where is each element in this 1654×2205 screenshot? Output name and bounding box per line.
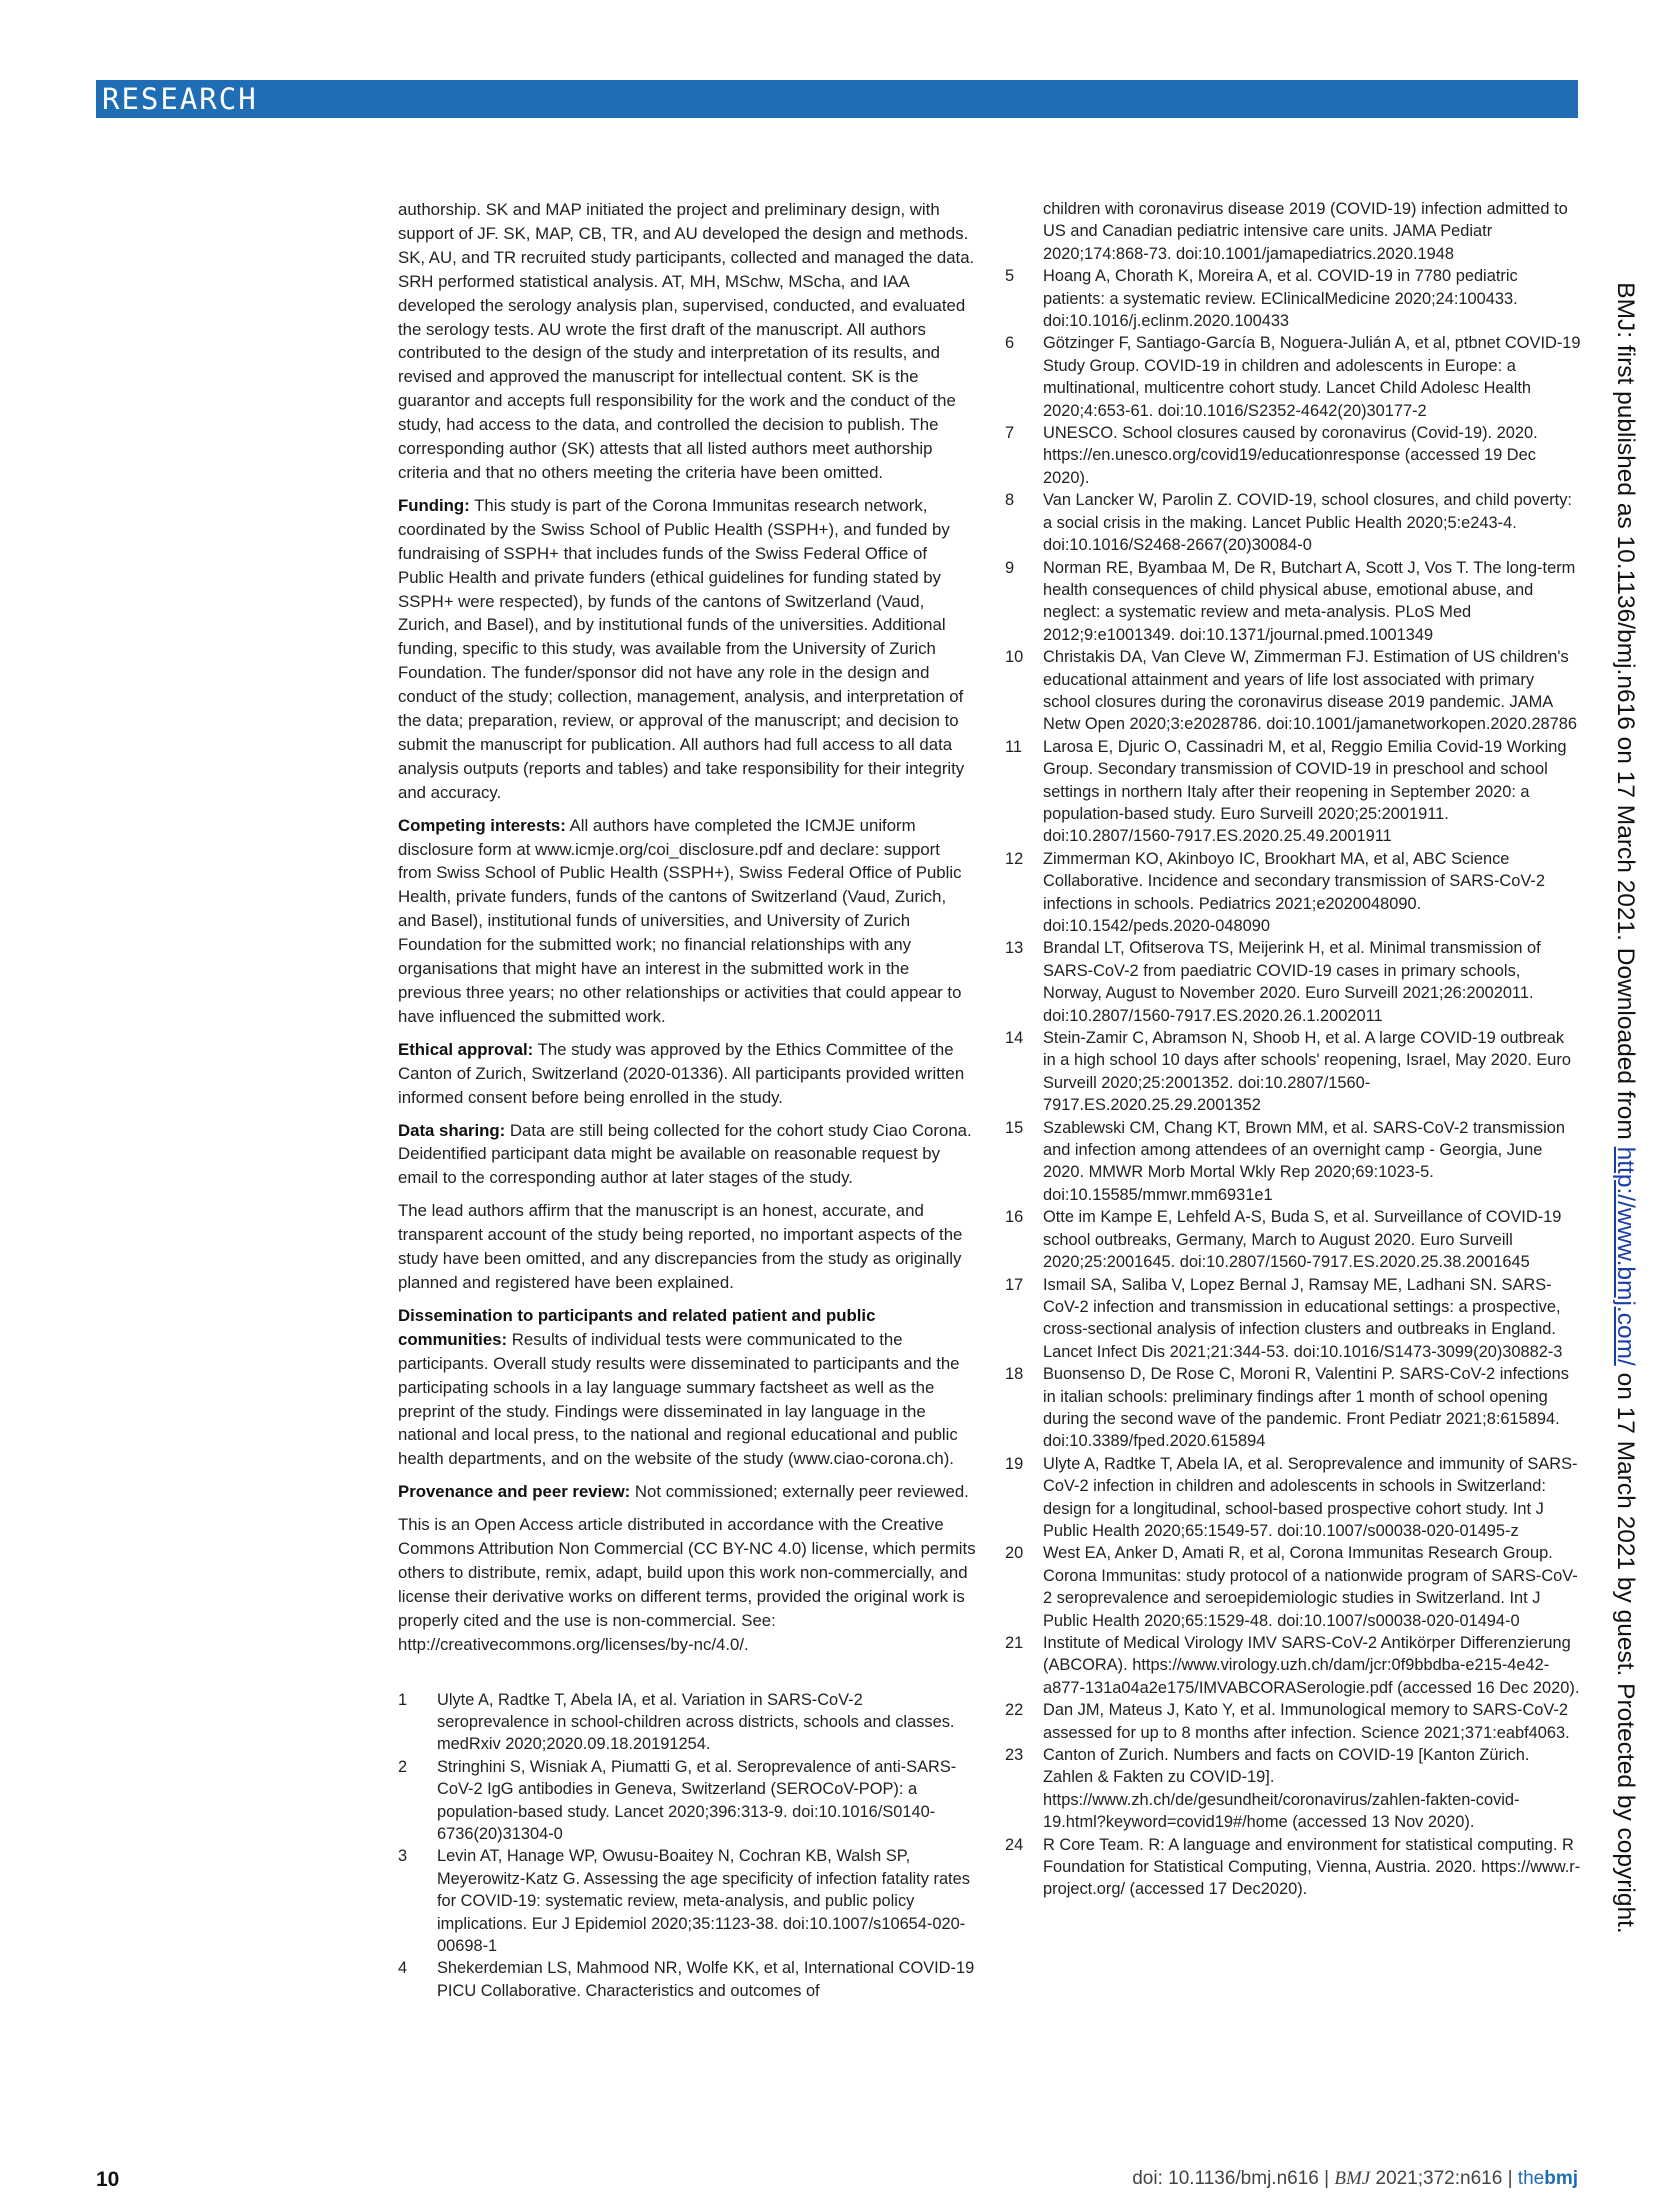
footer-citation (1132, 2168, 1578, 2190)
ethical-approval-paragraph (398, 1038, 976, 1110)
reference-text: Canton of Zurich. Numbers and facts on COVID-19 [Kanton Zürich. Zahlen & Fakten zu COVID-19]. https://www.zh.ch/de/gesundheit/coronavirus/zahlen-fakten-covid-19.html?keyword=covid19#/home (accessed 13 Nov 2020). (1043, 1746, 1530, 1832)
section-label: RESEARCH (102, 82, 258, 116)
footer-journal: BMJ (1334, 2168, 1371, 2189)
reference-number: 23 (1005, 1746, 1024, 1765)
side-notice-text: BMJ: first published as 10.1136/bmj.n616 on 17 March 2021. Downloaded from (1612, 282, 1639, 1147)
reference-number: 13 (1005, 939, 1024, 958)
reference-number: 14 (1005, 1029, 1024, 1048)
ethical-approval-heading: Ethical approval: (398, 1039, 534, 1059)
reference-number: 10 (1005, 648, 1024, 667)
reference-item (1005, 646, 1581, 736)
reference-item (1005, 1274, 1581, 1364)
reference-item (1005, 265, 1581, 332)
reference-number: 8 (1005, 491, 1015, 510)
brand-name: bmj (1544, 2168, 1578, 2189)
reference-item (1005, 332, 1581, 422)
side-notice-text-end: on 17 March 2021 by guest. Protected by copyright. (1612, 1365, 1639, 1934)
page-number: 10 (96, 2168, 120, 2191)
contributors-paragraph: authorship. SK and MAP initiated the project and preliminary design, with support of JF. SK, MAP, CB, TR, and AU developed the design and methods. SK, AU, and TR recruited study participants, collected and managed the data. SRH performed statistical analysis. AT, MH, MSchw, MScha, and IAA developed the serology analysis plan, supervised, conducted, and evaluated the serology tests. AU wrote the first draft of the manuscript. All authors contributed to the design of the study and interpretation of its results, and revised and approved the manuscript for intellectual content. SK is the guarantor and accepts full responsibility for the work and the conduct of the study, had access to the data, and controlled the decision to publish. The corresponding author (SK) attests that all listed authors meet authorship criteria and that no others meeting the criteria have been omitted. (398, 200, 975, 482)
reference-text: Stein-Zamir C, Abramson N, Shoob H, et al. A large COVID-19 outbreak in a high school 10 days after schools' reopening, Israel, May 2020. Euro Surveill 2020;25:2001352. doi:10.2807/1560-7917.ES.2020.25.29.2001352 (1043, 1029, 1571, 1115)
reference-text: Dan JM, Mateus J, Kato Y, et al. Immunological memory to SARS-CoV-2 assessed for up to 8 months after infection. Science 2021;371:eabf4063. (1043, 1701, 1570, 1742)
funding-text: This study is part of the Corona Immunitas research network, coordinated by the Swiss School of Public Health (SSPH+), and funded by fundraising of SSPH+ that includes funds of the Swiss Federal Office of Public Health and private funders (ethical guidelines for funding stated by SSPH+ were respected), by funds of the cantons of Switzerland (Vaud, Zurich, and Basel), and by institutional funds of the universities. Additional funding, specific to this study, was available from the University of Zurich Foundation. The funder/sponsor did not have any role in the design and conduct of the study; collection, management, analysis, and interpretation of the data; preparation, review, or approval of the manuscript; and decision to submit the manuscript for publication. All authors had full access to all data analysis outputs (reports and tables) and take responsibility for their integrity and accuracy. (398, 495, 965, 802)
reference-text: Götzinger F, Santiago-García B, Noguera-Julián A, et al, ptbnet COVID-19 Study Group. COVID-19 in children and adolescents in Europe: a multinational, multicentre cohort study. Lancet Child Adolesc Health 2020;4:653-61. doi:10.1016/S2352-4642(20)30177-2 (1043, 334, 1581, 420)
competing-interests-text: All authors have completed the ICMJE uniform disclosure form at www.icmje.org/coi_disclosure.pdf and declare: support from Swiss School of Public Health (SSPH+), Swiss Federal Office of Public Health, private funders, funds of the cantons of Switzerland (Vaud, Zurich, and Basel), institutional funds of universities, and University of Zurich Foundation for the submitted work; no financial relationships with any organisations that might have an interest in the submitted work in the previous three years; no other relationships or activities that could appear to have influenced the submitted work. (398, 815, 962, 1026)
reference-number: 2 (398, 1757, 408, 1776)
left-column (398, 198, 976, 2002)
reference-number: 11 (1005, 737, 1023, 756)
reference-text: Hoang A, Chorath K, Moreira A, et al. COVID-19 in 7780 pediatric patients: a systematic review. EClinicalMedicine 2020;24:100433. doi:10.1016/j.eclinm.2020.100433 (1043, 267, 1518, 331)
data-sharing-heading: Data sharing: (398, 1120, 506, 1140)
competing-interests-paragraph (398, 814, 976, 1029)
reference-item (1005, 422, 1581, 489)
reference-text: Christakis DA, Van Cleve W, Zimmerman FJ. Estimation of US children's educational attainment and years of life lost associated with primary school closures during the coronavirus disease 2019 pandemic. JAMA Netw Open 2020;3:e2028786. doi:10.1001/jamanetworkopen.2020.28786 (1043, 648, 1578, 734)
provenance-text: Not commissioned; externally peer reviewed. (630, 1482, 969, 1502)
data-sharing-text: Data are still being collected for the cohort study Ciao Corona. Deidentified participant data might be available on reasonable request by email to the corresponding author at later stages of the study. (398, 1120, 972, 1188)
reference-item (1005, 1117, 1581, 1207)
reference-item (1005, 489, 1581, 556)
provenance-heading: Provenance and peer review: (398, 1482, 631, 1502)
reference-number: 12 (1005, 849, 1024, 868)
reference-item (398, 1957, 976, 2002)
reference-number: 3 (398, 1847, 408, 1866)
reference-number: 4 (398, 1959, 408, 1978)
reference-item (1005, 1206, 1581, 1273)
open-access-paragraph: This is an Open Access article distributed in accordance with the Creative Commons Attribution Non Commercial (CC BY-NC 4.0) license, which permits others to distribute, remix, adapt, build upon this work non-commercially, and license their derivative works on different terms, provided the original work is properly cited and the use is non-commercial. See: http://creativecommons.org/licenses/by-nc/4.0/. (398, 1515, 976, 1654)
reference-text: Norman RE, Byambaa M, De R, Butchart A, Scott J, Vos T. The long-term health consequences of child physical abuse, emotional abuse, and neglect: a systematic review and meta-analysis. PLoS Med 2012;9:e1001349. doi:10.1371/journal.pmed.1001349 (1043, 558, 1576, 644)
reference-number: 19 (1005, 1454, 1024, 1473)
reference-item (1005, 1453, 1581, 1543)
dissemination-paragraph (398, 1304, 976, 1471)
reference-number: 6 (1005, 334, 1015, 353)
reference-number: 7 (1005, 424, 1015, 443)
reference-item (1005, 1632, 1581, 1699)
reference-item (398, 1845, 976, 1957)
footer-volume: 2021;372:n616 | (1370, 2168, 1518, 2189)
right-column-references (1005, 198, 1581, 1901)
reference-number: 9 (1005, 558, 1015, 577)
reference-item (1005, 1744, 1581, 1834)
reference-text: Stringhini S, Wisniak A, Piumatti G, et al. Seroprevalence of anti-SARS-CoV-2 IgG antibodies in Geneva, Switzerland (SEROCoV-POP): a population-based study. Lancet 2020;396:313-9. doi:10.1016/S0140-6736(20)31304-0 (437, 1757, 957, 1843)
reference-list-left (398, 1689, 976, 2003)
reference-number: 24 (1005, 1835, 1024, 1854)
reference-number: 18 (1005, 1365, 1024, 1384)
reference-text: Zimmerman KO, Akinboyo IC, Brookhart MA, et al, ABC Science Collaborative. Incidence and secondary transmission of SARS-CoV-2 infections in schools. Pediatrics 2021;e2020048090. doi:10.1542/peds.2020-048090 (1043, 849, 1545, 935)
reference-text: Ismail SA, Saliba V, Lopez Bernal J, Ramsay ME, Ladhani SN. SARS-CoV-2 infection and transmission in educational settings: a prospective, cross-sectional analysis of infection clusters and outbreaks in England. Lancet Infect Dis 2021;21:344-53. doi:10.1016/S1473-3099(20)30882-3 (1043, 1275, 1563, 1361)
reference-text: Larosa E, Djuric O, Cassinadri M, et al, Reggio Emilia Covid-19 Working Group. Secondary transmission of COVID-19 in preschool and school settings in northern Italy after their reopening in September 2020: a population-based study. Euro Surveill 2020;25:2001911. doi:10.2807/1560-7917.ES.2020.25.49.2001911 (1043, 737, 1567, 846)
reference-item-continued (1005, 198, 1581, 265)
reference-text: West EA, Anker D, Amati R, et al, Corona Immunitas Research Group. Corona Immunitas: study protocol of a nationwide program of SARS-CoV-2 seroprevalence and seroepidemiologic studies in Switzerland. Int J Public Health 2020;65:1529-48. doi:10.1007/s00038-020-01494-0 (1043, 1544, 1578, 1630)
competing-interests-heading: Competing interests: (398, 815, 566, 835)
reference-text: Brandal LT, Ofitserova TS, Meijerink H, et al. Minimal transmission of SARS-CoV-2 from paediatric COVID-19 cases in primary schools, Norway, August to November 2020. Euro Surveill 2021;26:2002011. doi:10.2807/1560-7917.ES.2020.26.1.2002011 (1043, 939, 1541, 1025)
reference-text: children with coronavirus disease 2019 (COVID-19) infection admitted to US and Canadian pediatric intensive care units. JAMA Pediatr 2020;174:868-73. doi:10.1001/jamapediatrics.2020.1948 (1043, 200, 1568, 263)
footer-doi: doi: 10.1136/bmj.n616 | (1132, 2168, 1335, 2189)
reference-number: 22 (1005, 1701, 1024, 1720)
reference-text: R Core Team. R: A language and environment for statistical computing. R Foundation for Statistical Computing, Vienna, Austria. 2020. https://www.r-project.org/ (accessed 17 Dec2020). (1043, 1835, 1581, 1899)
reference-text: Institute of Medical Virology IMV SARS-CoV-2 Antikörper Differenzierung (ABCORA). https://www.virology.uzh.ch/dam/jcr:0f9bbdba-e215-4e42-a877-131a04a2e175/IMVABCORASerologie.pdf (accessed 16 Dec 2020). (1043, 1634, 1580, 1697)
data-sharing-paragraph (398, 1119, 976, 1191)
reference-number: 21 (1005, 1634, 1024, 1652)
brand-logo (1518, 2168, 1578, 2189)
transparency-paragraph: The lead authors affirm that the manuscript is an honest, accurate, and transparent account of the study being reported, no important aspects of the study have been omitted, and any discrepancies from the study as originally planned and registered have been explained. (398, 1201, 963, 1292)
side-copyright-notice (1611, 133, 1639, 2083)
reference-number: 5 (1005, 267, 1015, 286)
dissemination-heading: Dissemination to participants and related patient and public communities: (398, 1305, 876, 1349)
side-notice-link[interactable]: http://www.bmj.com/ (1612, 1146, 1639, 1366)
reference-item (1005, 1027, 1581, 1117)
funding-heading: Funding: (398, 495, 470, 515)
reference-text: Ulyte A, Radtke T, Abela IA, et al. Variation in SARS-CoV-2 seroprevalence in school-children across districts, schools and classes. medRxiv 2020;2020.09.18.20191254. (437, 1690, 955, 1754)
section-banner (96, 80, 1578, 118)
reference-item (1005, 1542, 1581, 1632)
dissemination-text: Results of individual tests were communicated to the participants. Overall study results were disseminated to participants and the participating schools in a lay language summary factsheet as well as the preprint of the study. Findings were disseminated in lay language in the national and local press, to the national and regional educational and public health departments, and on the website of the study (www.ciao-corona.ch). (398, 1329, 960, 1469)
reference-text: Ulyte A, Radtke T, Abela IA, et al. Seroprevalence and immunity of SARS-CoV-2 infection in children and adolescents in schools in Switzerland: design for a longitudinal, school-based prospective cohort study. Int J Public Health 2020;65:1549-57. doi:10.1007/s00038-020-01495-z (1043, 1454, 1578, 1540)
reference-item (1005, 848, 1581, 938)
reference-number: 17 (1005, 1275, 1024, 1294)
reference-text: UNESCO. School closures caused by coronavirus (Covid-19). 2020. https://en.unesco.org/covid19/educationresponse (accessed 19 Dec 2020). (1043, 424, 1538, 487)
reference-item (1005, 736, 1581, 848)
reference-number: 1 (398, 1690, 408, 1709)
ethical-approval-text: The study was approved by the Ethics Committee of the Canton of Zurich, Switzerland (2020-01336). All participants provided written informed consent before being enrolled in the study. (398, 1039, 965, 1107)
reference-item (1005, 1699, 1581, 1744)
reference-item (1005, 1834, 1581, 1901)
reference-text: Van Lancker W, Parolin Z. COVID-19, school closures, and child poverty: a social crisis in the making. Lancet Public Health 2020;5:e243-4. doi:10.1016/S2468-2667(20)30084-0 (1043, 491, 1572, 555)
reference-item (398, 1689, 976, 1756)
reference-text: Szablewski CM, Chang KT, Brown MM, et al. SARS-CoV-2 transmission and infection among attendees of an overnight camp - Georgia, June 2020. MMWR Morb Mortal Wkly Rep 2020;69:1023-5. doi:10.15585/mmwr.mm6931e1 (1043, 1118, 1565, 1204)
reference-text: Buonsenso D, De Rose C, Moroni R, Valentini P. SARS-CoV-2 infections in italian schools: preliminary findings after 1 month of school opening during the second wave of the pandemic. Front Pediatr 2021;8:615894. doi:10.3389/fped.2020.615894 (1043, 1365, 1569, 1451)
reference-item (398, 1756, 976, 1846)
reference-text: Otte im Kampe E, Lehfeld A-S, Buda S, et al. Surveillance of COVID-19 school outbreaks, Germany, March to August 2020. Euro Surveill 2020;25:2001645. doi:10.2807/1560-7917.ES.2020.25.38.2001645 (1043, 1208, 1562, 1272)
reference-number: 16 (1005, 1208, 1024, 1227)
reference-text: Shekerdemian LS, Mahmood NR, Wolfe KK, et al, International COVID-19 PICU Collaborative. Characteristics and outcomes of (437, 1959, 975, 2000)
reference-item (1005, 557, 1581, 647)
brand-prefix: the (1517, 2168, 1545, 2189)
provenance-paragraph (398, 1480, 976, 1504)
funding-paragraph (398, 494, 976, 805)
reference-item (1005, 937, 1581, 1027)
reference-text: Levin AT, Hanage WP, Owusu-Boaitey N, Cochran KB, Walsh SP, Meyerowitz-Katz G. Assessing the age specificity of infection fatality rates for COVID-19: systematic review, meta-analysis, and public policy implications. Eur J Epidemiol 2020;35:1123-38. doi:10.1007/s10654-020-00698-1 (437, 1847, 970, 1956)
reference-item (1005, 1363, 1581, 1453)
reference-number: 15 (1005, 1118, 1024, 1137)
reference-number: 20 (1005, 1544, 1024, 1563)
